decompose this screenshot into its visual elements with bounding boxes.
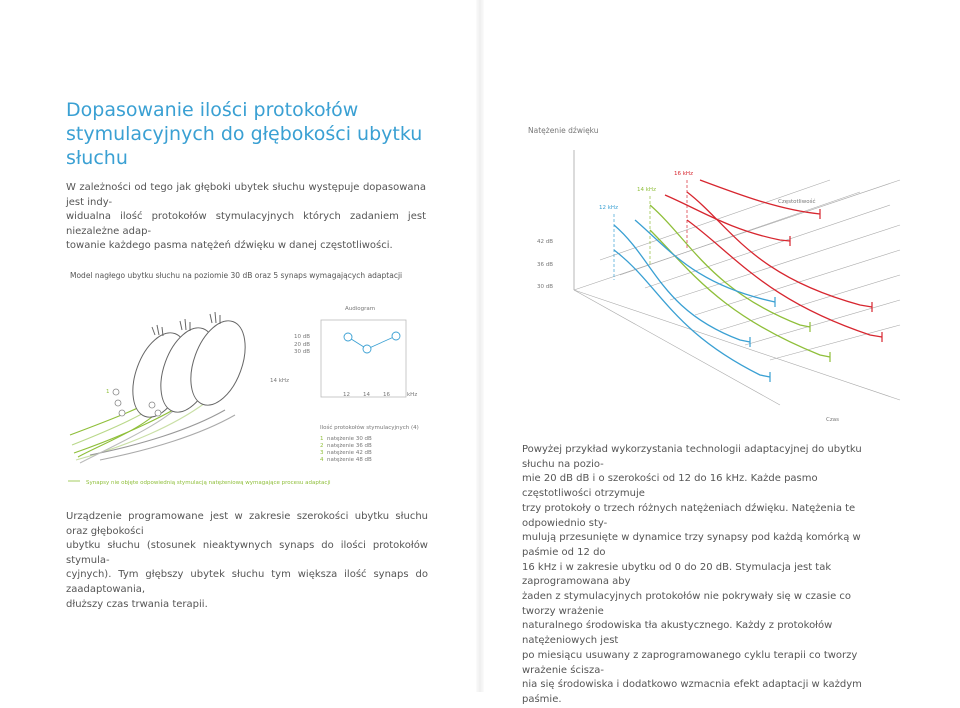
db-label: 42 dB <box>537 239 554 245</box>
curve-blue <box>614 225 750 342</box>
title-line: Dopasowanie ilości protokołów <box>66 99 359 121</box>
protocols-title: Ilość protokołów stymulacyjnych (4) <box>320 425 419 431</box>
z-axis-label: Natężenie dźwięku <box>528 126 599 135</box>
body-line: naturalnego środowiska tła akustycznego. Każdy z protokołów natężeniowych jest <box>522 620 833 647</box>
body-line: po miesiącu usuwany z zaprogramowanego cyklu terapii co tworzy wrażenie ściszа- <box>522 649 858 676</box>
protocol-label: natężenie 42 dB <box>327 450 372 456</box>
protocol-number: 3 <box>320 450 324 456</box>
curve-red <box>700 180 820 214</box>
body-line: trzy protokoły o trzech różnych natężeniach dźwięku. Natężenia te odpowiednio sty- <box>522 502 856 529</box>
audiogram-title: Audiogram <box>345 306 376 312</box>
audiogram-point <box>344 333 352 341</box>
hair-cells <box>122 313 255 424</box>
intensity-3d-diagram <box>480 110 940 430</box>
audiogram-tick: 14 <box>363 392 370 398</box>
hearing-model-illustration <box>60 295 460 495</box>
audiogram-db-label: 30 dB <box>294 349 311 355</box>
body-line: Powyżej przykład wykorzystania technologii adaptacyjnej do ubytku słuchu na pozio- <box>522 444 862 470</box>
body-line: cyjnych). Tym głębszy ubytek słuchu tym większa ilość synaps do zaadaptowania, <box>66 569 428 595</box>
intro-line: widualna ilość protokołów stymulacyjnych których zadaniem jest niezależne adap- <box>66 211 426 237</box>
protocol-number: 1 <box>320 436 324 442</box>
curve-red <box>687 192 872 307</box>
body-line: dłuższy czas trwania terapii. <box>66 598 208 610</box>
title-line: słuchu <box>66 147 128 169</box>
body-line: mulują przesunięte w dynamice trzy synapsy pod każdą komórką w paśmie od 12 do <box>522 532 861 558</box>
audiogram-freq-label: 14 kHz <box>270 378 289 384</box>
title-line: stymulacyjnych do głębokości ubytku <box>66 123 423 145</box>
ear-marker: 1 <box>106 389 110 395</box>
body-line: żaden z stymulacyjnych protokołów nie pokrywały się w czasie co tworzy wrażenie <box>522 591 852 617</box>
time-axis <box>574 290 780 405</box>
audiogram-tick: 16 <box>383 392 390 398</box>
protocol-label: natężenie 30 dB <box>327 436 372 442</box>
audiogram-line <box>348 336 396 349</box>
curve-green <box>650 205 810 327</box>
body-line: mie 20 dB dB i o szerokości od 12 do 16 kHz. Każde pasmo częstotliwości otrzymuje <box>522 473 818 500</box>
freq-label: 12 kHz <box>599 205 618 211</box>
freq-label: 14 kHz <box>637 187 656 193</box>
time-axis-label: Czas <box>826 417 839 423</box>
freq-axis-label: Częstotliwość <box>778 199 816 205</box>
freq-axis <box>574 180 900 290</box>
db-label: 30 dB <box>537 284 554 290</box>
audiogram-tick: 12 <box>343 392 350 398</box>
right-body-paragraph <box>522 443 884 708</box>
body-line: Urządzenie programowane jest w zakresie szerokości ubytku słuchu oraz głębokości <box>66 511 428 537</box>
left-body-paragraph <box>66 510 428 612</box>
audiogram-db-label: 20 dB <box>294 342 311 348</box>
audiogram-point <box>363 345 371 353</box>
intro-line: W zależności od tego jak głęboki ubytek słuchu występuje dopasowana jest indy- <box>66 182 426 208</box>
grid-lines <box>574 180 900 405</box>
audiogram-tick: kHz <box>407 392 418 398</box>
synapse-note: Synapsy nie objęte odpowiednią stymulacją natężeniową wymagające procesu adaptacji <box>86 480 331 486</box>
curve-red <box>687 220 882 337</box>
db-label: 36 dB <box>537 262 554 268</box>
curve-red <box>665 195 790 241</box>
audiogram-db-label: 10 dB <box>294 334 311 340</box>
body-line: nia się środowiska i dodatkowo wzmacnia efekt adaptacji w każdym paśmie. <box>522 679 862 705</box>
body-line: 16 kHz i w zakresie ubytku od 0 do 20 dB. Stymulacja jest tak zaprogramowana aby <box>522 561 832 588</box>
curve-blue <box>635 220 775 302</box>
model-caption: Model nagłego ubytku słuchu na poziomie 30 dB oraz 5 synaps wymagających adaptacji <box>70 271 403 280</box>
protocol-label: natężenie 48 dB <box>327 457 372 463</box>
protocol-number: 4 <box>320 457 324 463</box>
protocol-number: 2 <box>320 443 324 449</box>
page-title <box>66 98 426 170</box>
body-line: ubytku słuchu (stosunek nieaktywnych synaps do ilości protokołów stymula- <box>66 540 428 566</box>
audiogram-frame <box>321 320 406 397</box>
freq-label: 16 kHz <box>674 171 693 177</box>
protocol-label: natężenie 36 dB <box>327 443 372 449</box>
intro-line: towanie każdego pasma natężeń dźwięku w danej częstotliwości. <box>66 240 393 251</box>
protocol-curves <box>614 180 882 377</box>
intro-paragraph <box>66 181 426 254</box>
audiogram-point <box>392 332 400 340</box>
synapse-line <box>100 415 235 460</box>
